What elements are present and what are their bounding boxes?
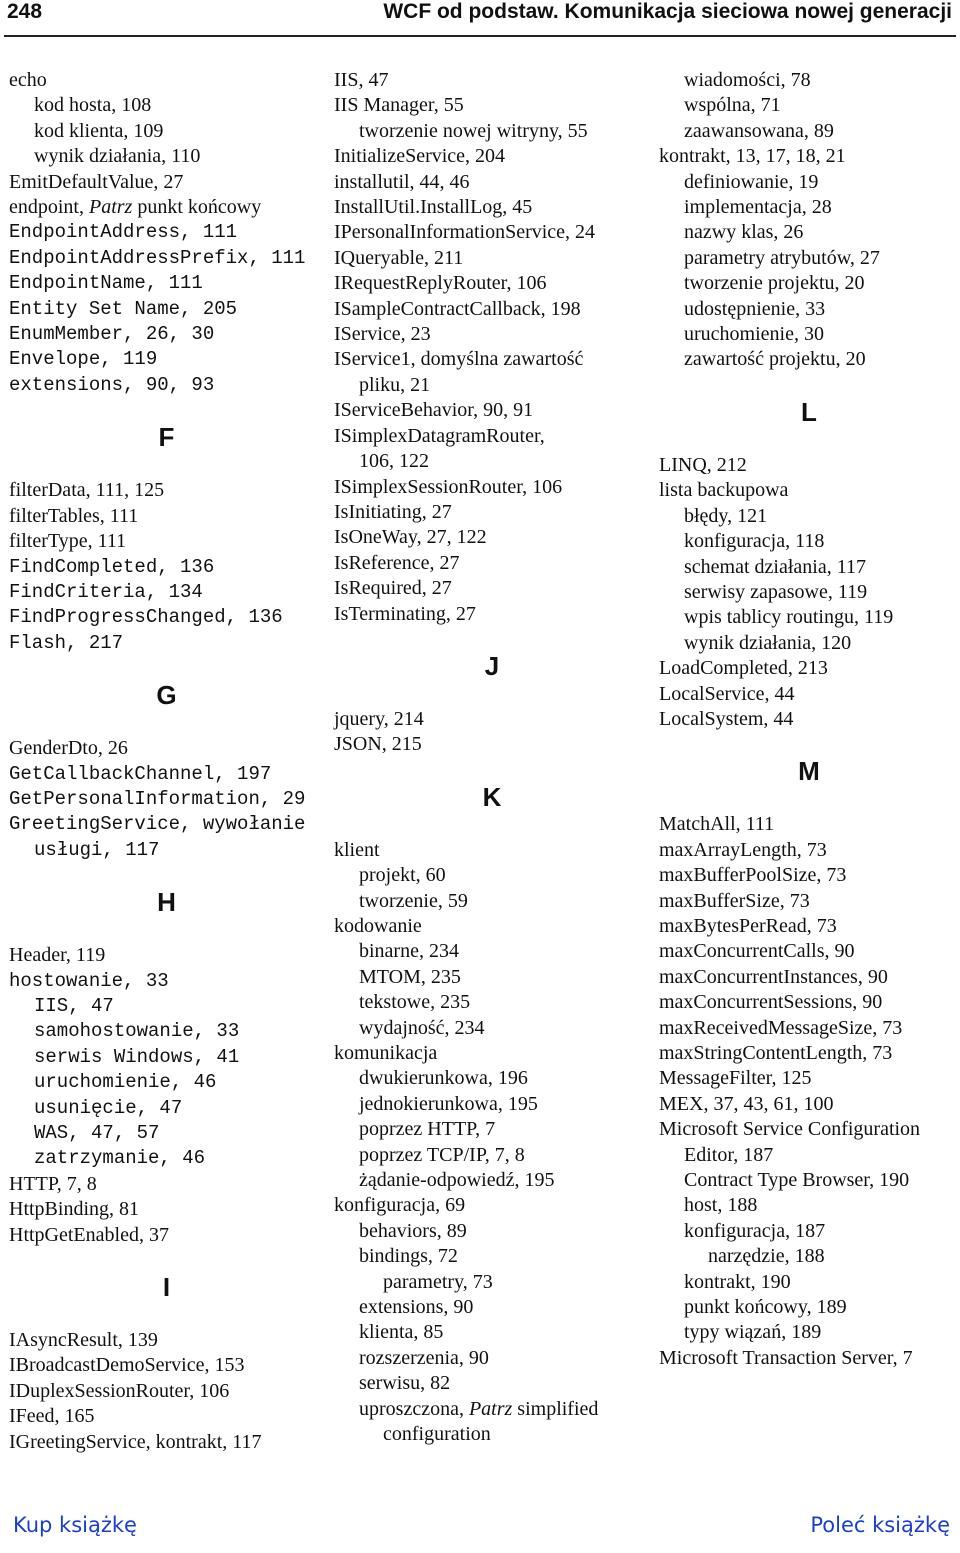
- index-subentry: konfiguracja, 118: [684, 530, 825, 553]
- index-subentry: schemat działania, 117: [684, 555, 866, 578]
- index-entry: IIS Manager, 55: [334, 94, 464, 117]
- index-subentry: klienta, 85: [359, 1321, 444, 1344]
- index-entry: FindCriteria, 134: [9, 580, 203, 603]
- index-entry: filterData, 111, 125: [9, 479, 165, 502]
- index-subentry: tekstowe, 235: [359, 991, 471, 1014]
- index-entry: echo: [9, 69, 47, 91]
- index-entry: Entity Set Name, 205: [9, 297, 238, 320]
- index-entry: lista backupowa: [659, 479, 789, 502]
- index-subentry: serwisu, 82: [359, 1372, 451, 1395]
- index-entry: maxConcurrentCalls, 90: [659, 940, 855, 963]
- index-entry: klient: [334, 838, 380, 861]
- index-entry: GreetingService, wywołanie: [9, 813, 306, 836]
- index-subentry: tworzenie, 59: [359, 889, 468, 912]
- index-column-3: [659, 68, 959, 1371]
- index-entry: maxReceivedMessageSize, 73: [659, 1016, 903, 1039]
- index-subentry: binarne, 234: [359, 940, 459, 963]
- index-subentry: udostępnienie, 33: [684, 297, 826, 320]
- index-entry: ISimplexDatagramRouter,: [334, 424, 545, 447]
- index-subentry: WAS, 47, 57: [34, 1122, 160, 1144]
- index-entry: maxStringContentLength, 73: [659, 1042, 893, 1064]
- index-subentry: błędy, 121: [684, 504, 768, 527]
- index-subentry: extensions, 90: [359, 1296, 474, 1319]
- index-entry: hostowanie, 33: [9, 969, 169, 992]
- entry-text: uproszczona,: [359, 1397, 469, 1420]
- index-subentry: wpis tablicy routingu, 119: [684, 606, 894, 629]
- recommend-book-link[interactable]: Poleć książkę: [810, 1513, 950, 1537]
- header-divider: [4, 35, 956, 37]
- index-entry: maxBytesPerRead, 73: [659, 914, 837, 937]
- index-entry: maxBufferSize, 73: [659, 889, 810, 912]
- index-subentry: zaawansowana, 89: [684, 119, 834, 142]
- entry-text: endpoint,: [9, 196, 89, 219]
- index-entry: maxConcurrentSessions, 90: [659, 991, 883, 1014]
- index-subentry: bindings, 72: [359, 1245, 458, 1268]
- index-subentry: zawartość projektu, 20: [684, 348, 866, 371]
- index-entry: MEX, 37, 43, 61, 100: [659, 1092, 834, 1115]
- index-subentry: serwisy zapasowe, 119: [684, 580, 868, 603]
- index-entry: extensions, 90, 93: [9, 373, 215, 396]
- index-entry: IsInitiating, 27: [334, 500, 452, 523]
- index-entry: HttpGetEnabled, 37: [9, 1223, 169, 1246]
- index-subentry: [334, 1397, 650, 1422]
- index-entry: IFeed, 165: [9, 1405, 95, 1428]
- index-entry: IService, 23: [334, 323, 431, 346]
- index-entry: Microsoft Service Configuration: [659, 1118, 921, 1141]
- index-entry: IPersonalInformationService, 24: [334, 221, 596, 244]
- index-letter-heading: F: [158, 422, 175, 453]
- index-entry: jquery, 214: [334, 707, 424, 730]
- index-entry: FindProgressChanged, 136: [9, 606, 283, 629]
- index-entry: Flash, 217: [9, 631, 124, 654]
- index-subentry: Editor, 187: [684, 1143, 774, 1166]
- index-entry: Header, 119: [9, 944, 106, 967]
- index-subentry: kontrakt, 190: [684, 1270, 791, 1293]
- index-entry: EmitDefaultValue, 27: [9, 170, 184, 193]
- see-reference: Patrz: [468, 1397, 513, 1420]
- index-entry: komunikacja: [334, 1042, 438, 1064]
- index-entry: IsOneWay, 27, 122: [334, 526, 487, 549]
- index-subentry: projekt, 60: [359, 864, 446, 887]
- index-entry: EnumMember, 26, 30: [9, 323, 215, 346]
- index-subentry: punkt końcowy, 189: [684, 1296, 847, 1319]
- index-entry: GenderDto, 26: [9, 737, 128, 760]
- index-entry: IsTerminating, 27: [334, 602, 476, 625]
- index-entry: IBroadcastDemoService, 153: [9, 1354, 245, 1377]
- index-entry: ISampleContractCallback, 198: [334, 297, 581, 320]
- index-entry: InstallUtil.InstallLog, 45: [334, 196, 533, 219]
- index-entry: IIS, 47: [334, 69, 389, 91]
- page-number: 248: [7, 0, 43, 23]
- index-letter-heading: J: [484, 650, 500, 681]
- index-entry: LocalService, 44: [659, 682, 795, 705]
- index-entry: EndpointName, 111: [9, 272, 203, 295]
- index-subentry: uruchomienie, 30: [684, 323, 824, 346]
- index-entry: GetCallbackChannel, 197: [9, 762, 272, 785]
- index-entry: LINQ, 212: [659, 453, 747, 476]
- index-entry: EndpointAddress, 111: [9, 221, 238, 244]
- index-entry: Microsoft Transaction Server, 7: [659, 1346, 913, 1369]
- index-entry: MatchAll, 111: [659, 813, 775, 836]
- entry-text: simplified: [512, 1397, 599, 1420]
- index-subentry: serwis Windows, 41: [34, 1045, 240, 1068]
- index-entry: InitializeService, 204: [334, 145, 506, 168]
- index-entry: IServiceBehavior, 90, 91: [334, 399, 534, 422]
- index-subentry: konfiguracja, 187: [684, 1219, 826, 1242]
- buy-book-link[interactable]: Kup książkę: [13, 1513, 137, 1537]
- index-subentry: rozszerzenia, 90: [359, 1346, 489, 1369]
- entry-text: punkt końcowy: [132, 196, 262, 219]
- index-subentry: typy wiązań, 189: [684, 1321, 822, 1344]
- index-entry: EndpointAddressPrefix, 111: [9, 246, 306, 269]
- index-entry: IsRequired, 27: [334, 577, 452, 600]
- index-subentry: Contract Type Browser, 190: [684, 1169, 910, 1192]
- index-subentry: nazwy klas, 26: [684, 221, 804, 244]
- index-entry: installutil, 44, 46: [334, 170, 470, 193]
- index-letter-heading: H: [157, 887, 176, 918]
- index-subentry: wiadomości, 78: [684, 69, 811, 91]
- index-entry: IRequestReplyRouter, 106: [334, 272, 547, 295]
- index-letter-heading: K: [482, 781, 502, 812]
- index-subentry: parametry, 73: [383, 1270, 493, 1293]
- index-subentry: poprzez TCP/IP, 7, 8: [359, 1143, 525, 1166]
- index-subentry: tworzenie projektu, 20: [684, 272, 865, 295]
- index-entry: [9, 195, 324, 220]
- index-subentry: usługi, 117: [34, 838, 160, 861]
- index-subentry: MTOM, 235: [359, 965, 461, 988]
- index-subentry: narzędzie, 188: [708, 1245, 825, 1268]
- index-entry: IService1, domyślna zawartość: [334, 348, 584, 371]
- index-subentry: IIS, 47: [34, 994, 114, 1017]
- index-entry: filterTables, 111: [9, 504, 139, 527]
- index-subentry: uruchomienie, 46: [34, 1071, 217, 1094]
- index-subentry: zatrzymanie, 46: [34, 1147, 206, 1170]
- index-entry: FindCompleted, 136: [9, 555, 215, 578]
- index-entry: IAsyncResult, 139: [9, 1329, 158, 1352]
- index-entry: IDuplexSessionRouter, 106: [9, 1379, 230, 1402]
- index-entry: Envelope, 119: [9, 348, 158, 371]
- index-entry: MessageFilter, 125: [659, 1067, 812, 1090]
- page-header: [0, 0, 960, 30]
- index-entry: LoadCompleted, 213: [659, 657, 828, 680]
- index-entry: konfiguracja, 69: [334, 1194, 466, 1217]
- index-entry: LocalSystem, 44: [659, 707, 794, 730]
- index-subentry: configuration: [383, 1423, 491, 1446]
- index-entry: maxArrayLength, 73: [659, 838, 827, 861]
- index-subentry: samohostowanie, 33: [34, 1020, 240, 1043]
- index-subentry: poprzez HTTP, 7: [359, 1118, 496, 1141]
- index-subentry: wydajność, 234: [359, 1016, 485, 1039]
- index-entry: HttpBinding, 81: [9, 1198, 140, 1221]
- index-subentry: 106, 122: [359, 450, 429, 473]
- index-entry: kodowanie: [334, 914, 422, 937]
- index-subentry: behaviors, 89: [359, 1219, 467, 1242]
- index-column-2: [334, 68, 650, 1448]
- index-subentry: żądanie-odpowiedź, 195: [359, 1169, 555, 1192]
- index-letter-heading: I: [162, 1272, 171, 1303]
- index-entry: IGreetingService, kontrakt, 117: [9, 1430, 262, 1453]
- index-entry: filterType, 111: [9, 530, 127, 553]
- index-subentry: wynik działania, 110: [34, 145, 201, 168]
- index-subentry: wspólna, 71: [684, 94, 781, 117]
- index-entry: JSON, 215: [334, 733, 422, 756]
- index-entry: IQueryable, 211: [334, 246, 464, 269]
- see-reference: Patrz: [89, 196, 133, 219]
- index-subentry: kod klienta, 109: [34, 119, 164, 142]
- index-entry: maxConcurrentInstances, 90: [659, 965, 888, 988]
- index-column-1: [9, 68, 324, 1455]
- index-subentry: definiowanie, 19: [684, 170, 819, 193]
- index-entry: IsReference, 27: [334, 551, 460, 574]
- index-letter-heading: M: [798, 756, 820, 787]
- index-subentry: usunięcie, 47: [34, 1096, 183, 1119]
- index-letter-heading: L: [801, 396, 817, 427]
- index-entry: ISimplexSessionRouter, 106: [334, 475, 563, 498]
- index-subentry: implementacja, 28: [684, 196, 832, 219]
- index-letter-heading: G: [156, 680, 177, 711]
- index-entry: kontrakt, 13, 17, 18, 21: [659, 145, 846, 168]
- index-entry: maxBufferPoolSize, 73: [659, 864, 847, 887]
- index-entry: HTTP, 7, 8: [9, 1172, 97, 1195]
- running-title: WCF od podstaw. Komunikacja sieciowa nowej generacji: [383, 0, 952, 23]
- index-subentry: tworzenie nowej witryny, 55: [359, 119, 588, 142]
- index-subentry: parametry atrybutów, 27: [684, 246, 880, 269]
- index-subentry: pliku, 21: [359, 373, 431, 396]
- index-subentry: dwukierunkowa, 196: [359, 1067, 528, 1090]
- index-subentry: wynik działania, 120: [684, 631, 852, 654]
- index-subentry: host, 188: [684, 1194, 758, 1217]
- index-subentry: jednokierunkowa, 195: [359, 1092, 538, 1115]
- index-entry: GetPersonalInformation, 29: [9, 787, 306, 810]
- index-subentry: kod hosta, 108: [34, 94, 152, 117]
